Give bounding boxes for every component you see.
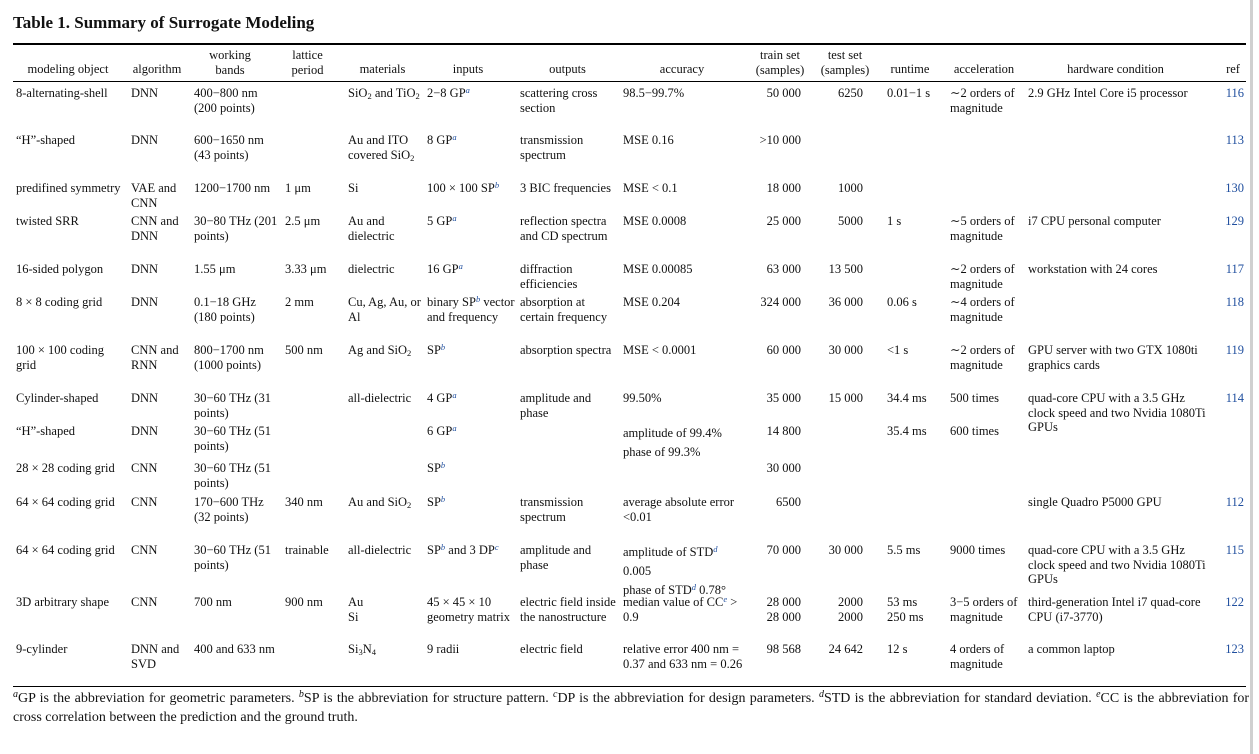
cell-alg: CNN xyxy=(131,543,158,557)
cell-mat: Si xyxy=(348,181,359,195)
top-rule xyxy=(13,43,1246,45)
cell-train: 30 000 xyxy=(766,461,801,475)
cell-alg: DNN xyxy=(131,424,159,438)
cell-inp: 16 $GP^a$ xyxy=(427,261,463,276)
cell-hw: 2.9 GHz Intel Core i5 processor xyxy=(1028,86,1188,100)
cell-accel: 3−5 orders of magnitude xyxy=(950,595,1018,624)
cell-ref[interactable]: 123 xyxy=(1225,642,1244,656)
cell-bands: 700 nm xyxy=(194,595,232,609)
cell-alg: DNN xyxy=(131,86,159,100)
cell-bands: 30−60 THz (31 points) xyxy=(194,391,271,420)
cell-acc: relative error 400 nm = 0.37 and 633 nm = 0.26 xyxy=(623,642,743,671)
cell-acc: average absolute error <0.01 xyxy=(623,495,735,524)
cell-bands: 30−60 THz (51 points) xyxy=(194,424,271,453)
cell-runtime: 1 s xyxy=(887,214,902,228)
cell-ref[interactable]: 117 xyxy=(1225,262,1244,276)
cell-hw: GPU server with two GTX 1080ti graphics cards xyxy=(1028,343,1198,372)
cell-hw: quad-core CPU with a 3.5 GHz clock speed and two Nvidia 1080Ti GPUs xyxy=(1028,391,1206,435)
cell-period: trainable xyxy=(285,543,329,557)
header-outputs: outputs xyxy=(549,62,586,76)
footnote-c: DP is the abbreviation for design parameters. xyxy=(557,691,815,706)
cell-accel: 600 times xyxy=(950,424,999,438)
cell-mat: Au and ITO covered SiO$_2$ xyxy=(348,133,415,163)
cell-mat: Au Si xyxy=(348,595,364,624)
cell-out: absorption at certain frequency xyxy=(520,295,608,324)
cell-test: 2000 2000 xyxy=(838,595,863,624)
cell-out: transmission spectrum xyxy=(520,495,584,524)
cell-train: 25 000 xyxy=(766,214,801,228)
cell-acc: amplitude of STD$^d$ 0.005 phase of STD$^d$ 0.78° xyxy=(623,544,726,597)
cell-train: 14 800 xyxy=(766,424,801,438)
cell-accel: 9000 times xyxy=(950,543,1006,557)
cell-train: 324 000 xyxy=(760,295,801,309)
cell-bands: 600−1650 nm (43 points) xyxy=(194,133,264,162)
cell-out: 3 BIC frequencies xyxy=(520,181,611,195)
header-accuracy: accuracy xyxy=(659,62,705,76)
cell-obj: 16-sided polygon xyxy=(16,262,104,276)
cell-runtime: 0.01−1 s xyxy=(887,86,931,100)
cell-period: 3.33 μm xyxy=(285,262,327,276)
header-inputs: inputs xyxy=(452,62,484,76)
cell-inp: 8 $GP^a$ xyxy=(427,132,457,147)
cell-bands: 1.55 μm xyxy=(194,262,236,276)
cell-runtime: 35.4 ms xyxy=(887,424,927,438)
cell-bands: 800−1700 nm (1000 points) xyxy=(194,343,264,372)
footnote-a: GP is the abbreviation for geometric parameters. xyxy=(18,691,295,706)
cell-hw: a common laptop xyxy=(1028,642,1115,656)
cell-ref[interactable]: 119 xyxy=(1225,343,1244,357)
cell-out: absorption spectra xyxy=(520,343,612,357)
cell-bands: 400−800 nm (200 points) xyxy=(194,86,258,115)
cell-hw: single Quadro P5000 GPU xyxy=(1028,495,1162,509)
cell-inp: 100 × 100 $SP^b$ xyxy=(427,180,500,195)
footnote-b: SP is the abbreviation for structure pattern. xyxy=(303,691,549,706)
footnotes: $^a$GP is the abbreviation for geometric parameters. $^b$SP is the abbreviation for structure pattern. $^c$DP is the abbreviation for design parameters. $^d$STD is the abbreviation for standard deviation. $^e$CC is the abbreviation for cross correlation between the prediction and the ground truth. xyxy=(13,689,1250,725)
header-algorithm: algorithm xyxy=(132,62,182,76)
cell-inp: 6 $GP^a$ xyxy=(427,423,457,438)
cell-alg: CNN and RNN xyxy=(131,343,179,372)
cell-acc: MSE 0.00085 xyxy=(623,262,693,276)
header-modeling-object: modeling object xyxy=(27,62,109,76)
footnote-e: CC is the abbreviation for cross correlation between the prediction and the ground truth. xyxy=(13,691,1250,725)
cell-hw: quad-core CPU with a 3.5 GHz clock speed and two Nvidia 1080Ti GPUs xyxy=(1028,543,1206,587)
cell-period: 500 nm xyxy=(285,343,323,357)
cell-alg: CNN xyxy=(131,495,158,509)
cell-inp: 9 radii xyxy=(427,642,460,656)
cell-out: reflection spectra and CD spectrum xyxy=(520,214,608,243)
cell-obj: “H”-shaped xyxy=(16,424,75,438)
footnote-d: STD is the abbreviation for standard deviation. xyxy=(823,691,1092,706)
cell-runtime: 34.4 ms xyxy=(887,391,927,405)
cell-alg: VAE and CNN xyxy=(131,181,177,210)
cell-bands: 30−80 THz (201 points) xyxy=(194,214,278,243)
cell-out: electric field xyxy=(520,642,583,656)
cell-mat: Au and dielectric xyxy=(348,214,395,243)
bottom-rule xyxy=(13,686,1246,687)
cell-ref[interactable]: 130 xyxy=(1225,181,1244,195)
header-hardware: hardware condition xyxy=(1067,62,1164,76)
cell-bands: 30−60 THz (51 points) xyxy=(194,461,271,490)
cell-runtime: 0.06 s xyxy=(887,295,917,309)
cell-alg: CNN xyxy=(131,595,158,609)
cell-inp: 5 $GP^a$ xyxy=(427,213,457,228)
cell-obj: 64 × 64 coding grid xyxy=(16,495,115,509)
cell-ref[interactable]: 115 xyxy=(1225,543,1244,557)
cell-mat: Au and SiO$_2$ xyxy=(348,495,412,510)
cell-acc: 99.50% xyxy=(623,391,662,405)
cell-hw: third-generation Intel i7 quad-core CPU (i7-3770) xyxy=(1028,595,1201,624)
cell-out: scattering cross section xyxy=(520,86,598,115)
cell-runtime: 53 ms 250 ms xyxy=(887,595,924,624)
cell-obj: 8 × 8 coding grid xyxy=(16,295,103,309)
cell-mat: all-dielectric xyxy=(348,543,412,557)
cell-period: 1 μm xyxy=(285,181,311,195)
cell-runtime: <1 s xyxy=(887,343,909,357)
cell-obj: 100 × 100 coding grid xyxy=(16,343,104,372)
header-rule xyxy=(13,81,1246,82)
cell-acc: 98.5−99.7% xyxy=(623,86,685,100)
header-materials: materials xyxy=(359,62,406,76)
cell-train: 28 000 28 000 xyxy=(766,595,801,624)
cell-train: 98 568 xyxy=(766,642,801,656)
cell-obj: twisted SRR xyxy=(16,214,79,228)
cell-test: 15 000 xyxy=(828,391,863,405)
cell-obj: “H”-shaped xyxy=(16,133,75,147)
cell-test: 24 642 xyxy=(828,642,863,656)
cell-alg: DNN xyxy=(131,262,159,276)
cell-inp: $SP^b$ xyxy=(427,342,446,357)
cell-accel: ∼2 orders of magnitude xyxy=(950,86,1015,115)
cell-out: transmission spectrum xyxy=(520,133,584,162)
cell-period: 900 nm xyxy=(285,595,323,609)
cell-accel: 500 times xyxy=(950,391,999,405)
cell-period: 2.5 μm xyxy=(285,214,321,228)
cell-train: 60 000 xyxy=(766,343,801,357)
table-title: Table 1. Summary of Surrogate Modeling xyxy=(13,13,315,32)
cell-period: 2 mm xyxy=(285,295,314,309)
cell-alg: DNN xyxy=(131,391,159,405)
cell-acc: median value of $CC^e > 0.9$ xyxy=(623,594,738,624)
cell-ref[interactable]: 122 xyxy=(1225,595,1244,609)
scrollbar[interactable] xyxy=(1250,0,1253,754)
cell-train: 35 000 xyxy=(766,391,801,405)
cell-ref[interactable]: 113 xyxy=(1225,133,1244,147)
cell-mat: dielectric xyxy=(348,262,395,276)
cell-runtime: 12 s xyxy=(887,642,908,656)
cell-alg: CNN and DNN xyxy=(131,214,179,243)
cell-inp: 45 × 45 × 10 geometry matrix xyxy=(427,595,510,624)
cell-ref[interactable]: 114 xyxy=(1225,391,1244,405)
cell-accel: ∼2 orders of magnitude xyxy=(950,343,1015,372)
cell-mat: Ag and SiO$_2$ xyxy=(348,343,412,358)
cell-inp: binary $SP^b$ vector and frequency xyxy=(427,294,515,324)
cell-bands: 30−60 THz (51 points) xyxy=(194,543,271,572)
cell-train: 63 000 xyxy=(766,262,801,276)
cell-out: amplitude and phase xyxy=(520,391,592,420)
cell-test: 6250 xyxy=(838,86,863,100)
cell-train: >10 000 xyxy=(759,133,801,147)
cell-test: 30 000 xyxy=(828,543,863,557)
header-train-set: train set (samples) xyxy=(755,48,805,77)
cell-acc: MSE 0.0008 xyxy=(623,214,687,228)
cell-obj: 64 × 64 coding grid xyxy=(16,543,115,557)
cell-accel: ∼5 orders of magnitude xyxy=(950,214,1015,243)
cell-test: 36 000 xyxy=(828,295,863,309)
cell-hw: i7 CPU personal computer xyxy=(1028,214,1161,228)
cell-obj: 28 × 28 coding grid xyxy=(16,461,115,475)
cell-train: 70 000 xyxy=(766,543,801,557)
cell-bands: 0.1−18 GHz (180 points) xyxy=(194,295,256,324)
cell-out: electric field inside the nanostructure xyxy=(520,595,616,624)
cell-test: 30 000 xyxy=(828,343,863,357)
cell-inp: $SP^b$ and 3 $DP^c$ xyxy=(427,542,499,557)
cell-ref[interactable]: 129 xyxy=(1225,214,1244,228)
cell-inp: $SP^b$ xyxy=(427,460,446,475)
cell-obj: predifined symmetry xyxy=(16,181,121,195)
cell-test: 13 500 xyxy=(828,262,863,276)
cell-ref[interactable]: 118 xyxy=(1225,295,1244,309)
cell-obj: Cylinder-shaped xyxy=(16,391,99,405)
header-working-bands: working bands xyxy=(209,48,251,77)
cell-out: amplitude and phase xyxy=(520,543,592,572)
cell-accel: 4 orders of magnitude xyxy=(950,642,1005,671)
header-ref: ref xyxy=(1226,62,1240,76)
cell-obj: 8-alternating-shell xyxy=(16,86,108,100)
cell-train: 18 000 xyxy=(766,181,801,195)
cell-acc: MSE 0.204 xyxy=(623,295,680,309)
cell-train: 50 000 xyxy=(766,86,801,100)
cell-mat: SiO$_2$ and TiO$_2$ xyxy=(348,86,420,101)
cell-alg: DNN and SVD xyxy=(131,642,180,671)
cell-ref[interactable]: 112 xyxy=(1225,495,1244,509)
cell-acc: MSE < 0.1 xyxy=(623,181,678,195)
cell-alg: DNN xyxy=(131,133,159,147)
cell-inp: $SP^b$ xyxy=(427,494,446,509)
cell-bands: 170−600 THz (32 points) xyxy=(194,495,264,524)
cell-mat: $Si_3N_4$ xyxy=(348,642,376,657)
header-lattice-period: lattice period xyxy=(291,48,324,77)
cell-acc: MSE < 0.0001 xyxy=(623,343,697,357)
cell-inp: 2−8 $GP^a$ xyxy=(427,85,470,100)
cell-bands: 400 and 633 nm xyxy=(194,642,275,656)
cell-inp: 4 $GP^a$ xyxy=(427,390,457,405)
cell-alg: CNN xyxy=(131,461,158,475)
cell-ref[interactable]: 116 xyxy=(1225,86,1244,100)
cell-out: diffraction efficiencies xyxy=(520,262,578,291)
cell-accel: ∼4 orders of magnitude xyxy=(950,295,1015,324)
cell-acc: amplitude of 99.4% phase of 99.3% xyxy=(623,426,722,459)
cell-obj: 3D arbitrary shape xyxy=(16,595,110,609)
cell-bands: 1200−1700 nm xyxy=(194,181,271,195)
cell-test: 5000 xyxy=(838,214,863,228)
cell-test: 1000 xyxy=(838,181,863,195)
cell-hw: workstation with 24 cores xyxy=(1028,262,1158,276)
cell-mat: all-dielectric xyxy=(348,391,412,405)
cell-train: 6500 xyxy=(776,495,801,509)
cell-accel: ∼2 orders of magnitude xyxy=(950,262,1015,291)
cell-obj: 9-cylinder xyxy=(16,642,68,656)
cell-period: 340 nm xyxy=(285,495,323,509)
header-acceleration: acceleration xyxy=(953,62,1015,76)
header-test-set: test set (samples) xyxy=(820,48,870,77)
header-runtime: runtime xyxy=(890,62,930,76)
cell-mat: Cu, Ag, Au, or Al xyxy=(348,295,421,324)
cell-acc: MSE 0.16 xyxy=(623,133,674,147)
cell-alg: DNN xyxy=(131,295,159,309)
cell-runtime: 5.5 ms xyxy=(887,543,921,557)
